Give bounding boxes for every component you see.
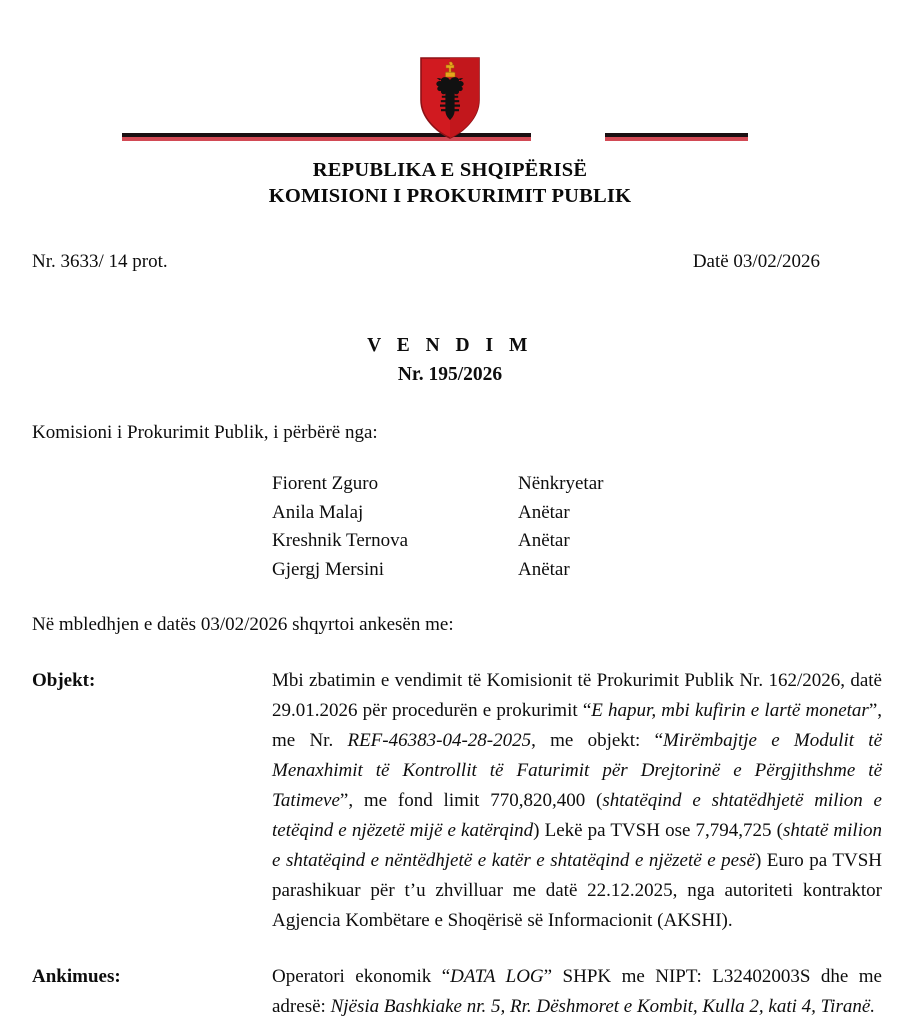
member-role: Anëtar bbox=[518, 501, 570, 523]
member-row bbox=[272, 499, 900, 528]
emphasis-text: Njësia Bashkiake nr. 5, Rr. Dëshmoret e Kombit, Kulla 2, kati 4, Tiranë. bbox=[330, 996, 876, 1017]
body-text: ”, me Nr. bbox=[272, 700, 882, 751]
document-letterhead bbox=[0, 0, 900, 209]
coat-of-arms-container bbox=[0, 56, 900, 140]
decision-number: Nr. 195/2026 bbox=[397, 364, 503, 385]
protocol-number: Nr. 3633/ 14 prot. bbox=[32, 251, 168, 272]
session-line: Në mbledhjen e datës 03/02/2026 shqyrtoi ankesën me: bbox=[32, 614, 454, 635]
member-role: Anëtar bbox=[518, 530, 570, 551]
body-text: ” SHPK me NIPT: L32402003S dhe me adresë: bbox=[272, 966, 882, 1017]
commission-title: KOMISIONI I PROKURIMIT PUBLIK bbox=[268, 185, 632, 207]
albanian-coat-of-arms-icon bbox=[419, 56, 481, 140]
member-row bbox=[272, 527, 900, 556]
body-text: Mbi zbatimin e vendimit të Komisionit të Prokurimit Publik Nr. 162/2026, datë 29.01.2026 për procedurën e prokurimit “ bbox=[272, 670, 882, 721]
republic-title: REPUBLIKA E SHQIPËRISË bbox=[312, 159, 588, 181]
body-text: ) Lekë pa TVSH ose 7,794,725 ( bbox=[533, 820, 783, 841]
emphasis-text: DATA LOG bbox=[450, 966, 544, 987]
emphasis-text: shtatëqind e shtatëdhjetë milion e tetëqind e njëzetë mijë e katërqind bbox=[272, 790, 882, 841]
section-ankimues-label: Ankimues: bbox=[32, 966, 121, 987]
member-name: Anila Malaj bbox=[272, 501, 364, 523]
decision-title-block bbox=[0, 333, 900, 388]
protocol-row bbox=[0, 251, 900, 273]
members-list bbox=[0, 470, 900, 584]
protocol-date: Datë 03/02/2026 bbox=[692, 251, 820, 272]
body-text: ) Euro pa TVSH parashikuar për t’u zhvilluar me datë 22.12.2025, nga autoriteti kontraktor Agjencia Kombëtare e Shoqërisë së Informacionit (AKSHI). bbox=[272, 850, 883, 931]
member-row bbox=[272, 470, 900, 499]
decision-heading: V E N D I M bbox=[367, 335, 533, 356]
emphasis-text: Mirëmbajtje e Modulit të Menaxhimit të Kontrollit të Faturimit për Drejtorinë e Përgjithshme të Tatimeve bbox=[272, 730, 883, 811]
section-ankimues bbox=[0, 962, 900, 1022]
section-objekt bbox=[0, 666, 900, 936]
emphasis-text: REF-46383-04-28-2025 bbox=[347, 730, 532, 751]
member-role: Nënkryetar bbox=[518, 473, 604, 494]
body-text: Operatori ekonomik “ bbox=[272, 966, 451, 987]
member-name: Kreshnik Ternova bbox=[272, 530, 409, 551]
body-text: , me objekt: “ bbox=[531, 730, 664, 751]
member-name: Gjergj Mersini bbox=[272, 558, 385, 580]
member-row bbox=[272, 556, 900, 585]
section-ankimues-body bbox=[272, 962, 882, 1022]
member-name: Fiorent Zguro bbox=[272, 473, 379, 494]
member-role: Anëtar bbox=[518, 558, 570, 580]
emphasis-text: E hapur, mbi kufirin e lartë monetar bbox=[591, 700, 869, 721]
emphasis-text: shtatë milion e shtatëqind e nëntëdhjetë e katër e shtatëqind e njëzetë e pesë bbox=[272, 820, 882, 871]
composition-intro: Komisioni i Prokurimit Publik, i përbërë nga: bbox=[32, 422, 378, 443]
organization-titles bbox=[0, 157, 900, 209]
section-objekt-body bbox=[272, 666, 882, 936]
section-objekt-label: Objekt: bbox=[32, 670, 96, 691]
body-text: ”, me fond limit 770,820,400 ( bbox=[339, 790, 603, 811]
